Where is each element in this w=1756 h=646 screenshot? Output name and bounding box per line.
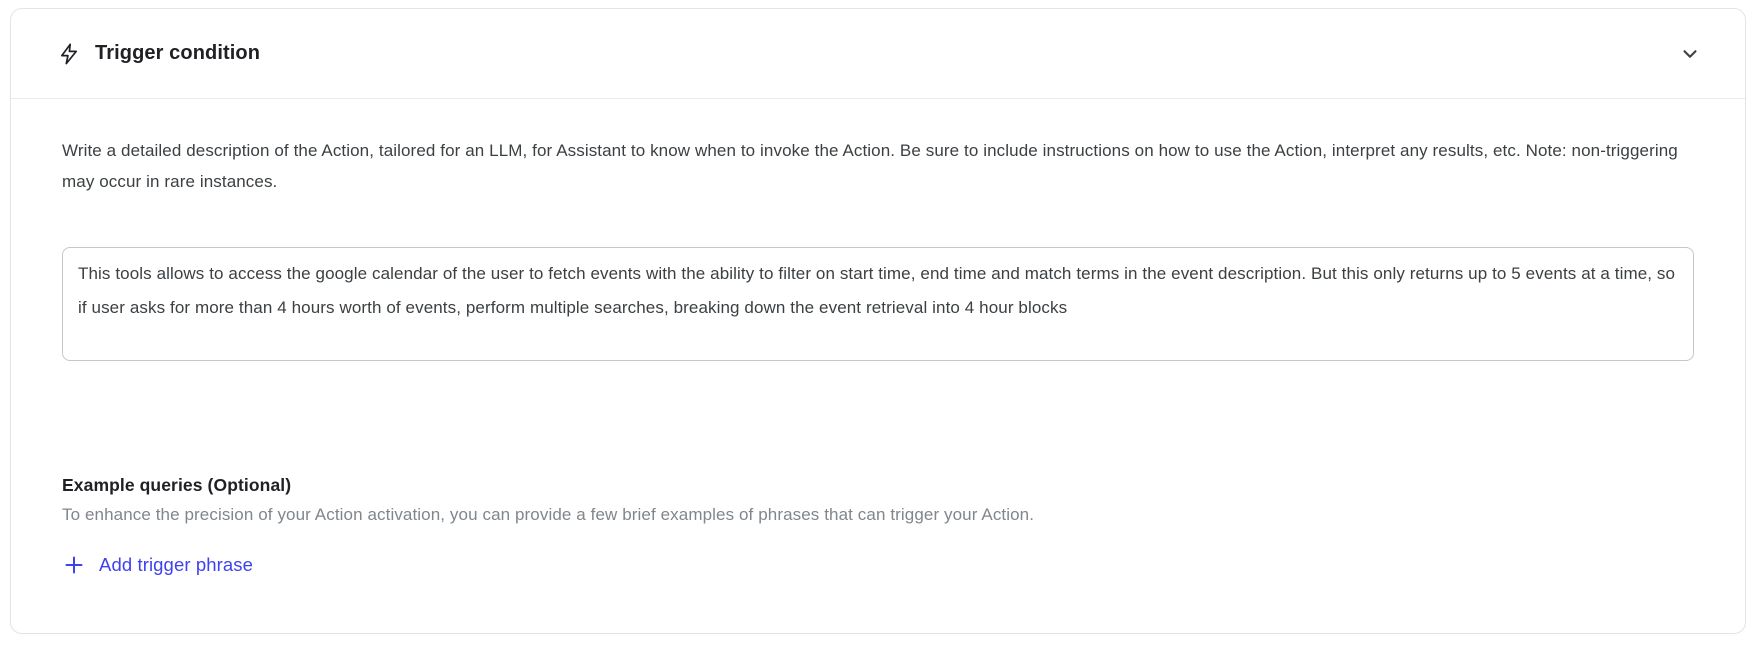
add-trigger-phrase-button[interactable] xyxy=(62,553,253,577)
trigger-condition-body xyxy=(11,99,1745,582)
example-queries-subtitle: To enhance the precision of your Action activation, you can provide a few brief examples of phrases that can trigger your Action. xyxy=(62,505,1035,524)
trigger-condition-header[interactable] xyxy=(11,9,1745,99)
add-trigger-phrase-label: Add trigger phrase xyxy=(99,554,254,575)
plus-icon xyxy=(62,553,86,577)
card-title: Trigger condition xyxy=(95,42,261,64)
trigger-condition-card xyxy=(10,8,1746,634)
action-description-instructions: Write a detailed description of the Action, tailored for an LLM, for Assistant to know when to invoke the Action. Be sure to include instructions on how to use the Action, interpret any results, etc. Note: non-triggering may occur in rare instances. xyxy=(62,141,1678,191)
action-description-textarea[interactable] xyxy=(62,247,1694,361)
chevron-down-icon[interactable] xyxy=(1679,43,1701,65)
example-queries-title: Example queries (Optional) xyxy=(62,475,292,495)
lightning-bolt-icon xyxy=(57,42,81,66)
